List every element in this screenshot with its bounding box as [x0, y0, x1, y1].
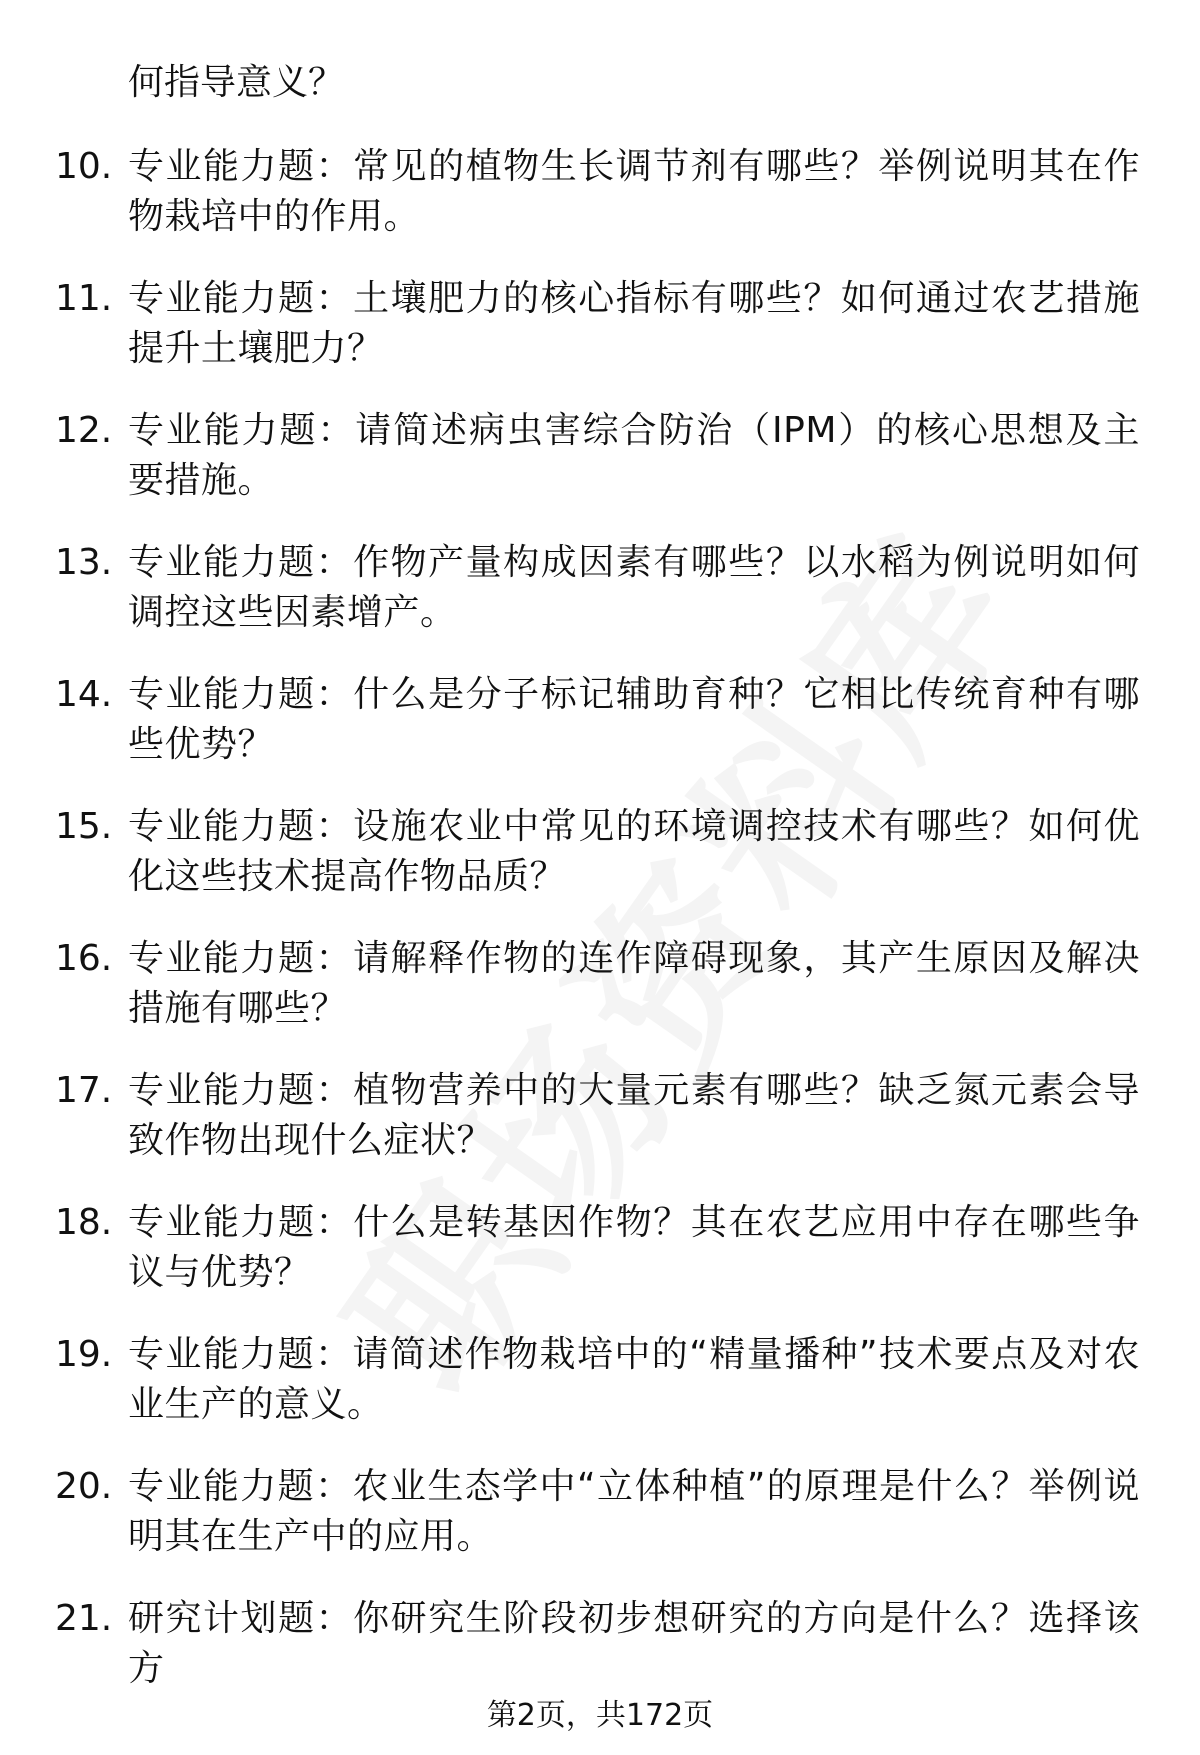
question-number: 12. [55, 410, 113, 451]
question-number: 16. [55, 938, 113, 979]
question-item [0, 926, 1200, 1058]
question-number: 14. [55, 674, 113, 715]
question-number: 21. [55, 1598, 113, 1639]
question-item [0, 1454, 1200, 1586]
question-text: 专业能力题：农业生态学中“立体种植”的原理是什么？举例说明其在生产中的应用。 [128, 1466, 1140, 1557]
question-number: 19. [55, 1334, 113, 1375]
question-text: 专业能力题：作物产量构成因素有哪些？以水稻为例说明如何调控这些因素增产。 [128, 542, 1140, 633]
question-text: 专业能力题：什么是分子标记辅助育种？它相比传统育种有哪些优势？ [128, 674, 1140, 765]
question-number: 10. [55, 146, 113, 187]
question-list [0, 134, 1200, 1718]
question-item [0, 1190, 1200, 1322]
previous-question-continuation: 何指导意义？ [128, 62, 345, 103]
question-item [0, 266, 1200, 398]
question-number: 20. [55, 1466, 113, 1507]
question-number: 15. [55, 806, 113, 847]
question-text: 专业能力题：设施农业中常见的环境调控技术有哪些？如何优化这些技术提高作物品质？ [128, 806, 1140, 897]
question-number: 13. [55, 542, 113, 583]
question-text: 专业能力题：土壤肥力的核心指标有哪些？如何通过农艺措施提升土壤肥力？ [128, 278, 1140, 369]
question-text: 研究计划题：你研究生阶段初步想研究的方向是什么？选择该方 [128, 1598, 1140, 1689]
question-text: 专业能力题：常见的植物生长调节剂有哪些？举例说明其在作物栽培中的作用。 [128, 146, 1140, 237]
question-text: 专业能力题：什么是转基因作物？其在农艺应用中存在哪些争议与优势？ [128, 1202, 1140, 1293]
question-item [0, 134, 1200, 266]
question-number: 11. [55, 278, 113, 319]
question-item [0, 398, 1200, 530]
question-item [0, 794, 1200, 926]
question-text: 专业能力题：请简述作物栽培中的“精量播种”技术要点及对农业生产的意义。 [128, 1334, 1140, 1425]
question-item [0, 1058, 1200, 1190]
question-item [0, 530, 1200, 662]
question-number: 17. [55, 1070, 113, 1111]
question-text: 专业能力题：请解释作物的连作障碍现象，其产生原因及解决措施有哪些？ [128, 938, 1140, 1029]
question-item [0, 662, 1200, 794]
question-text: 专业能力题：请简述病虫害综合防治（IPM）的核心思想及主要措施。 [128, 410, 1140, 501]
question-number: 18. [55, 1202, 113, 1243]
question-text: 专业能力题：植物营养中的大量元素有哪些？缺乏氮元素会导致作物出现什么症状？ [128, 1070, 1140, 1161]
question-item [0, 1322, 1200, 1454]
page-footer: 第2页，共172页 [486, 1698, 714, 1733]
